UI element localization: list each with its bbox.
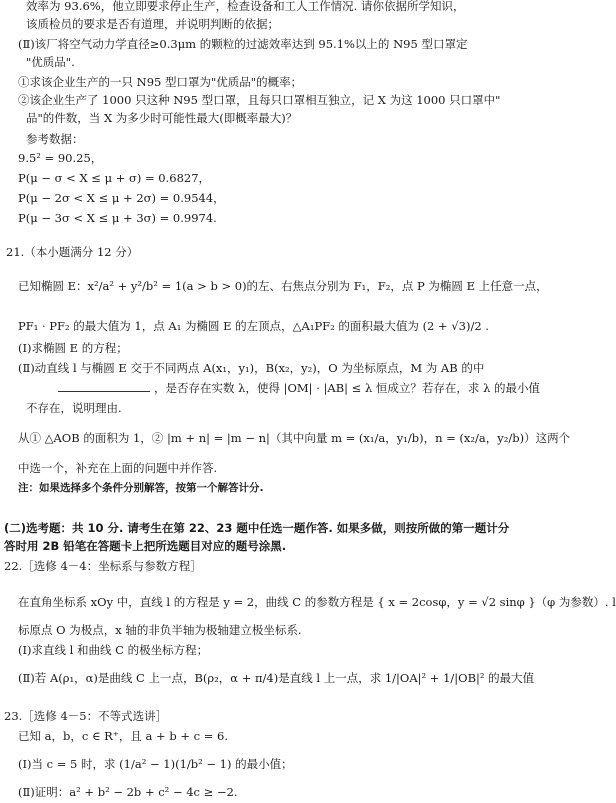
q20-part2-title: (Ⅱ)该厂将空气动力学直径≥0.3μm 的颗粒的过滤效率达到 95.1%以上的 N95 型口罩定 xyxy=(18,37,468,51)
q23-part2: (Ⅱ)证明：a² + b² − 2b + c² − 4c ≥ −2. xyxy=(18,785,238,799)
optional-section-line1: (二)选考题：共 10 分. 请考生在第 22、23 题中任选一题作答. 如果多做，则按所做的第一题计分 xyxy=(4,521,510,535)
q23-heading: 23.［选修 4－5：不等式选讲］ xyxy=(4,709,168,723)
q21-part2-cont-text: ，是否存在实数 λ，使得 |OM| · |AB| ≤ λ 恒成立？若存在，求 λ 的最小值 xyxy=(154,381,541,395)
q21-part2: (Ⅱ)动直线 l 与椭圆 E 交于不同两点 A(x₁，y₁)，B(x₂，y₂)，O 为坐标原点，M 为 AB 的中 xyxy=(18,361,485,375)
q23-part1: (Ⅰ)当 c = 5 时，求 (1/a² − 1)(1/b² − 1) 的最小值； xyxy=(18,757,293,771)
q23-line1: 已知 a，b，c ∈ R⁺，且 a + b + c = 6. xyxy=(18,729,228,743)
q20-part2-title-cont: "优质品". xyxy=(26,55,75,69)
q22-heading: 22.［选修 4－4：坐标系与参数方程］ xyxy=(4,559,202,573)
q20-sub1: ①求该企业生产的一只 N95 型口罩为"优质品"的概率； xyxy=(18,75,303,89)
q21-part2-cont xyxy=(0,380,612,396)
reference-line: P(μ − 3σ < X ≤ μ + 3σ) = 0.9974. xyxy=(18,211,217,225)
optional-section-line2: 答时用 2B 铅笔在答题卡上把所选题目对应的题号涂黑. xyxy=(4,539,287,553)
q21-part1: (Ⅰ)求椭圆 E 的方程； xyxy=(18,341,128,355)
reference-data-title: 参考数据： xyxy=(26,132,84,146)
reference-line: P(μ − σ < X ≤ μ + σ) = 0.6827， xyxy=(18,171,211,185)
reference-line: P(μ − 2σ < X ≤ μ + 2σ) = 0.9544， xyxy=(18,191,225,205)
q20-sub2: ②该企业生产了 1000 只这种 N95 型口罩，且每只口罩相互独立，记 X 为这 1000 只口罩中" xyxy=(18,93,501,107)
q21-heading: 21.（本小题满分 12 分） xyxy=(6,245,139,259)
q21-choose-condition-cont: 中选一个，补充在上面的问题中并作答. xyxy=(18,461,218,475)
q22-line2: 标原点 O 为极点，x 轴的非负半轴为极轴建立极坐标系. xyxy=(18,623,302,637)
q22-part1: (Ⅰ)求直线 l 和曲线 C 的极坐标方程； xyxy=(18,643,209,657)
q21-line2: PF₁ · PF₂ 的最大值为 1，点 A₁ 为椭圆 E 的左顶点，△A₁PF₂ 的面积最大值为 (2 + √3)/2 . xyxy=(18,319,489,333)
q20-continued-line1: 效率为 93.6%，他立即要求停止生产，检查设备和工人工作情况. 请你依据所学知识， xyxy=(26,0,465,13)
q20-sub2-cont: 品"的件数，当 X 为多少时可能性最大(即概率最大)？ xyxy=(26,111,298,125)
q21-line1: 已知椭圆 E：x²/a² + y²/b² = 1(a > b > 0)的左、右焦点分别为 F₁，F₂，点 P 为椭圆 E 上任意一点， xyxy=(18,279,548,293)
q22-line1: 在直角坐标系 xOy 中，直线 l 的方程是 y = 2，曲线 C 的参数方程是 { x = 2cosφ，y = √2 sinφ }（φ 为参数）. l xyxy=(18,595,616,609)
q21-choose-condition: 从① △AOB 的面积为 1，② |m + n| = |m − n|（其中向量 m = (x₁/a，y₁/b)，n = (x₂/a，y₂/b)）这两个 xyxy=(18,431,571,445)
reference-line: 9.5² = 90.25， xyxy=(18,151,103,165)
q21-note: 注：如果选择多个条件分别解答，按第一个解答计分. xyxy=(18,482,264,494)
q21-part2-cont2: 不存在，说明理由. xyxy=(26,401,122,415)
answer-blank xyxy=(58,391,150,392)
q20-continued-line2: 该质检员的要求是否有道理，并说明判断的依据； xyxy=(26,17,279,31)
q22-part2: (Ⅱ)若 A(ρ₁，α)是曲线 C 上一点，B(ρ₂，α + π/4)是直线 l 上一点，求 1/|OA|² + 1/|OB|² 的最大值 xyxy=(18,671,535,685)
